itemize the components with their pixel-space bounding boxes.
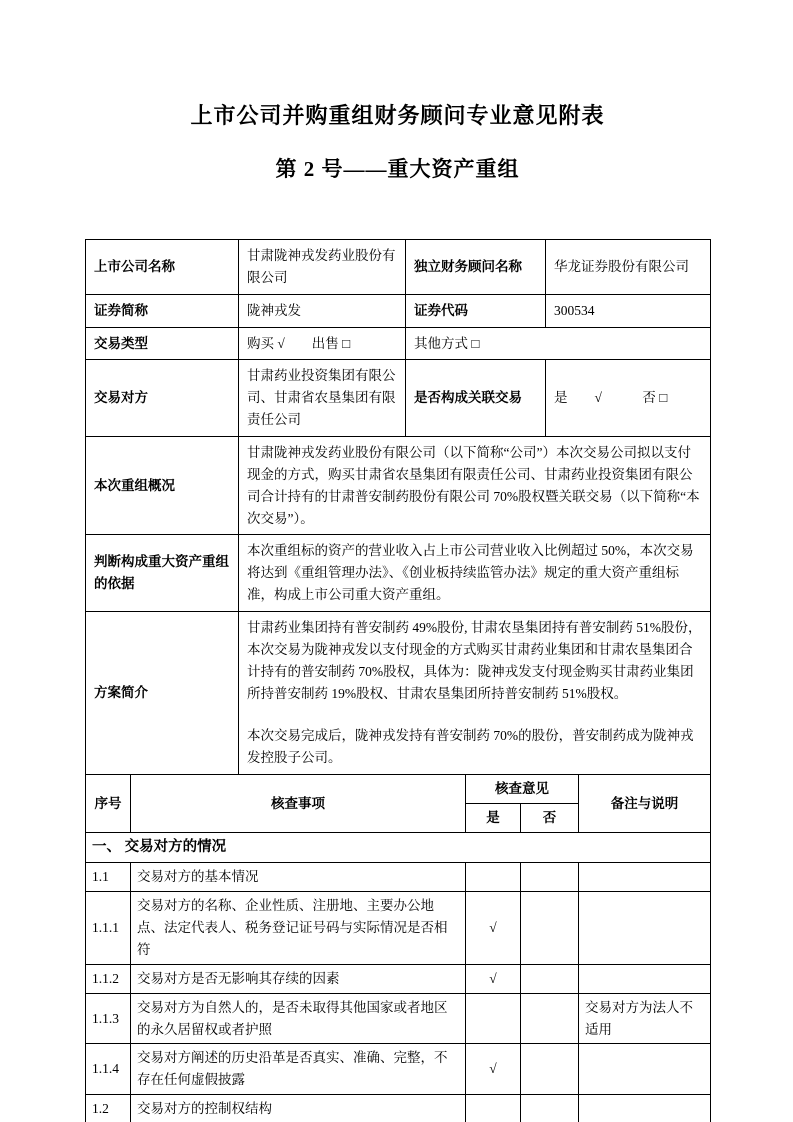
row-yes-mark [466,863,521,892]
row-item: 交易对方的控制权结构 [131,1095,466,1122]
row-seq: 1.1.4 [86,1044,131,1095]
row-remark [579,892,711,965]
row-item: 交易对方的名称、企业性质、注册地、主要办公地点、法定代表人、税务登记证号码与实际情况是否相符 [131,892,466,965]
related-transaction-checkboxes: 是 √ 否 □ [546,360,711,437]
company-name-value: 甘肃陇神戎发药业股份有限公司 [239,240,406,295]
ticker-label: 证券简称 [86,294,239,327]
row-item: 交易对方是否无影响其存续的因素 [131,964,466,993]
row-yes-mark: √ [466,1044,521,1095]
info-row-overview [86,437,711,535]
advisor-name-label: 独立财务顾问名称 [406,240,546,295]
section-row [86,832,711,862]
info-row-plan [86,612,711,775]
opinion-header: 核查意见 [466,775,579,804]
row-item: 交易对方为自然人的，是否未取得其他国家或者地区的永久居留权或者护照 [131,993,466,1044]
restructuring-overview-label: 本次重组概况 [86,437,239,535]
row-no-mark [521,1095,579,1122]
row-no-mark [521,1044,579,1095]
row-remark [579,964,711,993]
row-seq: 1.2 [86,1095,131,1122]
transaction-type-checkboxes: 购买 √ 出售 □ [239,327,406,360]
table-row [86,863,711,892]
counterparty-value: 甘肃药业投资集团有限公司、甘肃省农垦集团有限责任公司 [239,360,406,437]
plan-summary-paragraph-2: 本次交易完成后，陇神戎发持有普安制药 70%的股份，普安制药成为陇神戎发控股子公司。 [247,728,694,766]
info-row-transaction-type [86,327,711,360]
plan-summary-paragraph-1: 甘肃药业集团持有普安制药 49%股份, 甘肃农垦集团持有普安制药 51%股份，本次交易为陇神戎发以支付现金的方式购买甘肃药业集团和甘肃农垦集团合计持有的普安制药 70%股权，具体为：陇神戎发支付现金购买甘肃药业集团所持普安制药 19%股权、甘肃农垦集团所持普安制药 51%股权。 [247,620,702,701]
row-no-mark [521,993,579,1044]
row-remark [579,863,711,892]
plan-summary-value [239,612,711,775]
company-name-label: 上市公司名称 [86,240,239,295]
stock-code-value: 300534 [546,294,711,327]
plan-summary-label: 方案简介 [86,612,239,775]
row-seq: 1.1.1 [86,892,131,965]
row-seq: 1.1 [86,863,131,892]
major-asset-basis-label: 判断构成重大资产重组的依据 [86,535,239,612]
checklist-table [85,774,711,1122]
page-title: 上市公司并购重组财务顾问专业意见附表 [190,103,605,128]
info-row-basis [86,535,711,612]
yes-header: 是 [466,804,521,833]
info-row-ticker [86,294,711,327]
row-seq: 1.1.2 [86,964,131,993]
advisor-name-value: 华龙证券股份有限公司 [546,240,711,295]
row-no-mark [521,863,579,892]
row-no-mark [521,964,579,993]
remark-header: 备注与说明 [579,775,711,833]
table-row [86,892,711,965]
table-row [86,993,711,1044]
info-row-counterparty [86,360,711,437]
row-yes-mark [466,1095,521,1122]
row-item: 交易对方的基本情况 [131,863,466,892]
row-remark [579,1095,711,1122]
item-header: 核查事项 [131,775,466,833]
row-seq: 1.1.3 [86,993,131,1044]
table-row [86,964,711,993]
table-row [86,1095,711,1122]
no-header: 否 [521,804,579,833]
stock-code-label: 证券代码 [406,294,546,327]
section-title: 一、 交易对方的情况 [86,832,711,862]
row-remark [579,1044,711,1095]
page-subtitle: 第 2 号——重大资产重组 [275,157,520,181]
ticker-value: 陇神戎发 [239,294,406,327]
row-no-mark [521,892,579,965]
row-yes-mark: √ [466,892,521,965]
checklist-header-row-1 [86,775,711,804]
major-asset-basis-value: 本次重组标的资产的营业收入占上市公司营业收入比例超过 50%，本次交易将达到《重组管理办法》、《创业板持续监管办法》规定的重大资产重组标准，构成上市公司重大资产重组。 [239,535,711,612]
transaction-type-other-checkbox: 其他方式 □ [406,327,711,360]
row-yes-mark [466,993,521,1044]
row-item: 交易对方阐述的历史沿革是否真实、准确、完整，不存在任何虚假披露 [131,1044,466,1095]
info-row-company [86,240,711,295]
seq-header: 序号 [86,775,131,833]
related-transaction-label: 是否构成关联交易 [406,360,546,437]
table-row [86,1044,711,1095]
counterparty-label: 交易对方 [86,360,239,437]
transaction-type-label: 交易类型 [86,327,239,360]
info-table [85,239,711,775]
row-yes-mark: √ [466,964,521,993]
restructuring-overview-value: 甘肃陇神戎发药业股份有限公司（以下简称“公司”）本次交易公司拟以支付现金的方式，购买甘肃省农垦集团有限责任公司、甘肃药业投资集团有限公司合计持有的甘肃普安制药股份有限公司 70%股权暨关联交易（以下简称“本次交易”）。 [239,437,711,535]
row-remark: 交易对方为法人不适用 [579,993,711,1044]
